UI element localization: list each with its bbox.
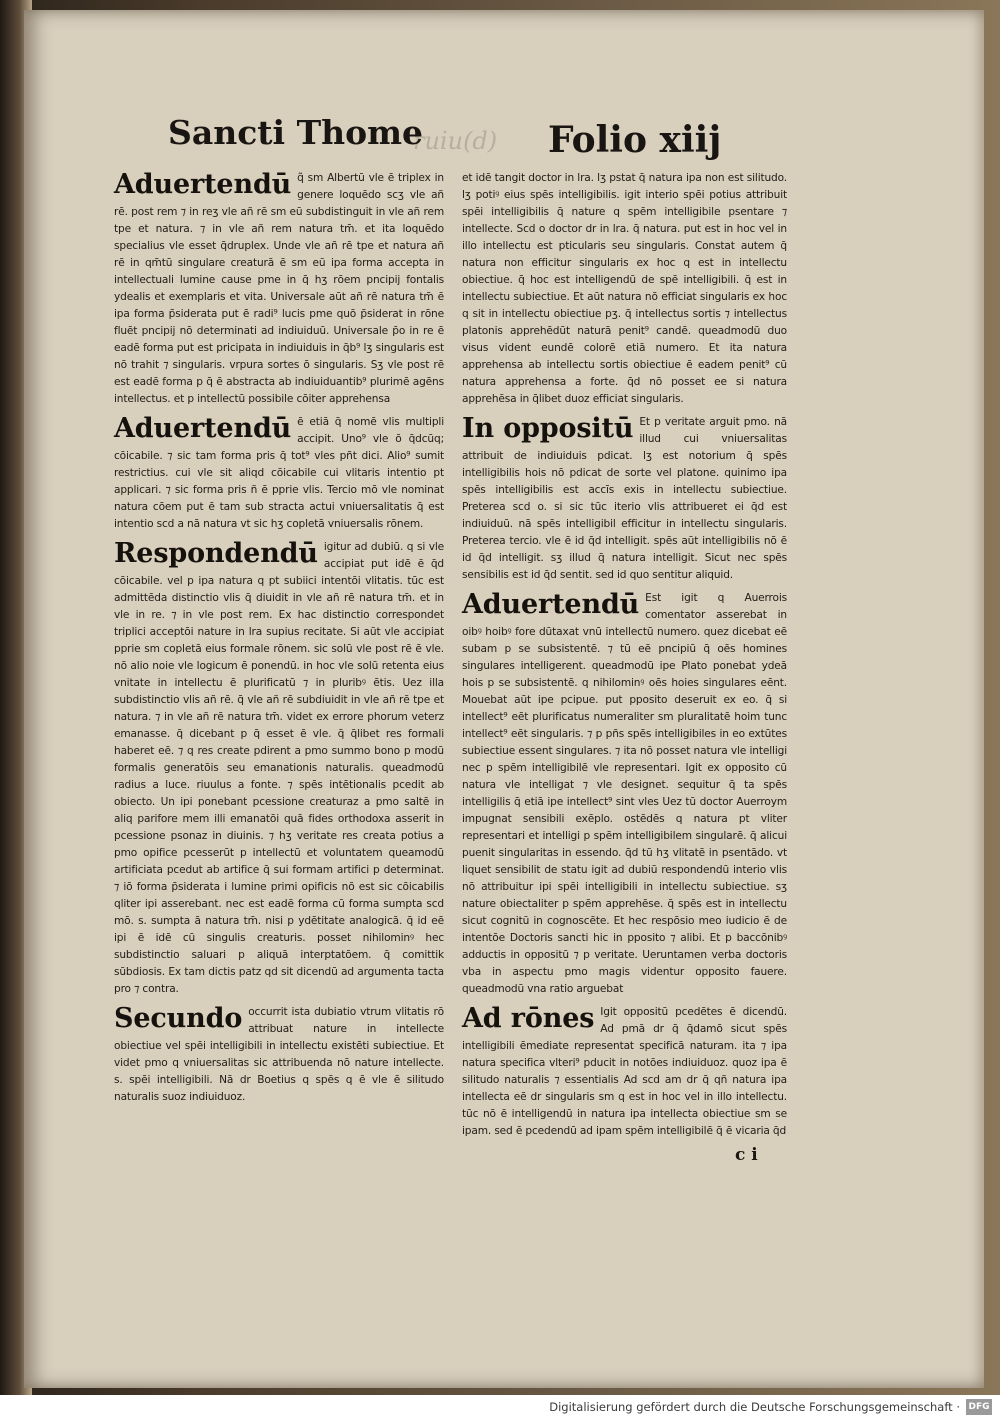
signature-mark: c i — [735, 1145, 758, 1165]
left-column — [114, 170, 444, 1112]
paragraph-initial: Aduertendū — [462, 589, 640, 620]
paragraph — [114, 1004, 444, 1106]
bleed-through-text: ruiu(d) — [413, 127, 498, 153]
paragraph — [462, 170, 787, 408]
paragraph — [462, 590, 787, 998]
folio-number: Folio xiij — [548, 119, 722, 161]
paragraph-initial: Respondendū — [114, 538, 318, 569]
paragraph-text: occurrit ista dubiatio vtrum vlitatis rō attribuat nature in intellecte obiectiue vel spēi intelligibili in intellectu existēti subiectiue. Et videt pmo q vniuersalitas sic attribuenda nō nature intellecte. s. spēi intelligibili. Nā dr Boetius q spēs q ē vle ē silitudo naturalis suoz indiuiduoz. — [114, 1006, 444, 1103]
paragraph — [114, 170, 444, 408]
paragraph-initial: Aduertendū — [114, 413, 292, 444]
paragraph-initial: Aduertendū — [114, 169, 292, 200]
paragraph-text: Est igit q Auerrois comentator asserebat in oibꝰ hoibꝰ fore dūtaxat vnū intellectū numero. quez dicebat eē subam p se subsistentē. ⁊ tū eē pncipiū q̄ oēs homines singulares intelligerent. queadmodū ipe Plato ponebat ydeā hois p se subsistentē. q nihilominꝰ oēs hoies singulares eēnt. Mouebat aūt ipe pcipue. put pposito deseruit ex eo. q̄ si intellect⁹ eēt plurificatus numeraliter sm pluralitatē hoim tunc intellect⁹ eēt singularis. ⁊ p pñs spēs intelligibiles in eo extūtes subiectiue essent singulares. ⁊ ita nō posset natura vle intelligi nec p spēm intelligibilē vle representari. Igit ex opposito cū natura vle intelligat ⁊ vle designet. sequitur q̄ ta spēs intelligilis q̄ etiā ipe intellect⁹ sint vles Uez tū doctor Auerroym impugnat sensibili exēplo. ostēdēs q natura pt vliter representari et intelligi p spēm intelligibilem singularē. q̄ alicui puenit singularitas in essendo. q̄d tū hʒ vlitatē in psentādo. vt liquet sensibilit de statu igit ad dubiū respondendū interio vlis nō attribuitur ipi spēi intelligibili in intellectu subiectiue. sʒ nature obiectaliter p spēm apprehēse. q̄ spēs est in intellectu sicut cognitū in cognoscēte. Et hec respōsio meo iudicio ē de intentōe Doctoris sancti hic in pposito ⁊ alibi. Et p baccōnibꝰ adductis in oppositū ⁊ p veritate. Ueruntamen verba doctoris vba in aspectu pmo magis videntur opposito fauere. queadmodū vna ratio arguebat — [462, 592, 787, 995]
paragraph-initial: In oppositū — [462, 413, 634, 444]
paragraph — [114, 414, 444, 533]
funding-footer — [0, 1395, 1000, 1420]
running-header — [168, 105, 728, 165]
right-column — [462, 170, 787, 1146]
paragraph-text: q̃ sm Albertū vle ē triplex in genere loquēdo scʒ vle añ rē. post rem ⁊ in reʒ vle añ rē sm eū subdistinguit in vle añ rem tpe et natura. ⁊ in vle añ rem natura tm̄. et ita loquēdo specialius vle esset q̄druplex. Unde vle añ rē tpe et natura añ rē in qm̄tū singulare creaturā ē sm eū ipa forma accepta in intellectuali lumine cause pme in q̄ hʒ rōem pncipij fontalis ydealis et exemplaris et vita. Universale aūt añ rē natura tm̄ ē ipa forma p̄siderata put ē radi⁹ lucis pme quō p̄siderat in rōne fluēt pncipij nō determinati ad indiuiduū. Universale p̄o in re ē eadē forma put est pricipata in indiuiduis in q̄b⁹ lʒ singularis est nō trahit ⁊ singularis. vrpura sortes ō singularis. Sʒ vle post rē est eadē forma p q̄ ē abstracta ab indiuiduantib⁹ plurimē agēns intellectus. et p intellectū possibile cōiter apprehensa — [114, 172, 444, 405]
paragraph-text: ē etiā q̄ nomē vlis multipli accipit. Uno⁹ vle ō q̄dcūq; cōicabile. ⁊ sic tam forma pris q̄ tot⁹ vles pñt dici. Alio⁹ sumit restrictius. cui vle sit aliqd cōicabile cui vlitaris intentio pt applicari. ⁊ sic forma pris ñ ē pprie vlis. Tercio mō vle nominat natura cōem put ē tam sub stracta actui vniuersalitatis q̄ est intentio scd a nā natura vt sic hʒ copletā vniuersalis rōnem. — [114, 416, 444, 530]
funding-text: Digitalisierung gefördert durch die Deutsche Forschungsgemeinschaft · — [549, 1400, 960, 1414]
dfg-logo: DFG — [966, 1399, 992, 1415]
paragraph-text: Et p veritate arguit pmo. nā illud cui vniuersalitas attribuit de indiuiduis pdicat. lʒ est notorium q̄ spēs intelligibilis hois nō pdicat de sorte vel platone. quinimo ipa spēs intelligibilis est accīs exis in intellectu subiectiue. Preterea scd o. si sic tūc iterio vlis attribueret ei q̄d est indiuiduū. nā spēs intelligibil efficitur in intellectu singularis. Preterea tercio. vle ē id q̄d intelligit. spēs aūt intelligibilis nō ē id q̄d intelligit. sʒ illud q̄ natura intelligit. Sicut nec spēs sensibilis est id q̄d sentit. sed id quo sentitur aliquid. — [462, 416, 787, 581]
paragraph-initial: Ad rōnes — [462, 1003, 595, 1034]
paragraph — [462, 414, 787, 584]
paragraph-initial: Secundo — [114, 1003, 243, 1034]
paragraph — [462, 1004, 787, 1140]
header-title: Sancti Thome — [168, 113, 424, 152]
paragraph-text: et idē tangit doctor in lra. lʒ pstat q̄ natura ipa non est silitudo. lʒ potiꝰ eius spēs intelligibilis. igit interio spēi potius attribuit spēi intelligibilis q̄ nature q spēm intelligibile psentare ⁊ intellecte. Scd o doctor dr in lra. q̄ natura. put est in hoc vel in illo intellectu est pticularis seu singularis. Constat autem q̄ natura non efficitur singularis ex hoc q est in intellectu obiectiue. q̄ hoc est intelligendū de spē intelligibili. q̄ est in intellectu subiectiue. Et aūt natura nō efficiat singularis ex hoc q sit in intellectu obiectiue pʒ. q̄ intellectus sortis ⁊ intellectus platonis apprehēdūt naturā penit⁹ candē. queadmodū duo visus vident eundē colorē etiā numero. Et ita natura apprehensa ab intellectu sortis obiectiue ē eadem penit⁹ cū natura apprehensa a forte. q̄d nō posset ee si natura apprehēsa in q̄libet duoz efficiat singularis. — [462, 172, 787, 405]
paragraph-text: Igit oppositū pcedētes ē dicendū. Ad pmā dr q̄ q̄damō sicut spēs intelligibili ēmediate representat specificā naturam. ita ⁊ ipa natura specifica vlteri⁹ pducit in notōes indiuiduoz. quoz ipa ē silitudo naturalis ⁊ essentialis Ad scd am dr q̄ qñ natura ipa intellecta eē dr singularis sm q est in hoc vel in illo intellectu. tūc nō ē intelligendū in natura ipa intellecta obiectiue sm se ipam. sed ē pcedendū ad ipam spēm intelligibilē q̄ ē vicaria q̄d — [462, 1006, 787, 1137]
paragraph-text: igitur ad dubiū. q si vle accipiat put idē ē q̄d cōicabile. vel p ipa natura q pt subiici intentōi vlitatis. tūc est admittēda distinctio vlis q̄ diuidit in vle añ rē natura tm̄. et in vle in re. ⁊ in vle post rem. Ex hac distinctio correspondet triplici acceptōi nature in lra supius recitate. Si aūt vle accipiat pprie sm copletā eius formale rōnem. sic solū vle post rē ē vle. nō alio noie vle logicum ē ponendū. in hoc vle solū retenta eius vnitate in intellectu ē plurificatū ⁊ in pluribꝰ ētis. Uez illa subdistinctio vlis añ rē. q̄ vle añ rē subdiuidit in vle añ rē tpe et natura. ⁊ in vle añ rē natura tm̄. videt ex errore phorum veterz emanasse. q̄ dicebant p q̄ esset ē vle. q̄ q̄libet res formali haberet eē. ⁊ q res create pdirent a pmo summo bono p modū formalis generatōis seu emanationis naturalis. queadmodū radius a luce. riuulus a fonte. ⁊ spēs intētionalis pcedit ab obiecto. Un ipi ponebant pcessione creaturaz a pmo saltē in aliq parifore mem illi emanatōi quā fides orthodoxa asserit in pcessione psonaz in diuinis. ⁊ hʒ veritate res creata potius a pmo opifice pcesserūt p intellectū et voluntatem queamodū artificiata pcedut ab artifice q̄ sui formam artifici p determinat. ⁊ iō forma p̄siderata i lumine primi opificis nō est sic cōicabilis qliter ipi asserebant. nec est eadē forma cū forma sumpta scd mō. s. sumpta ā natura tm̄. nisi p ydētitate analogicā. q̄ id eē ipi ē idē cū singulis creaturis. posset nihilominꝰ hec subdistinctio saluari p aliquā interptatōem. q̄ comittik sūbdiosis. Ex tam dictis patz qd sit dicendū ad argumenta tacta pro ⁊ contra. — [114, 541, 444, 995]
paragraph — [114, 539, 444, 998]
